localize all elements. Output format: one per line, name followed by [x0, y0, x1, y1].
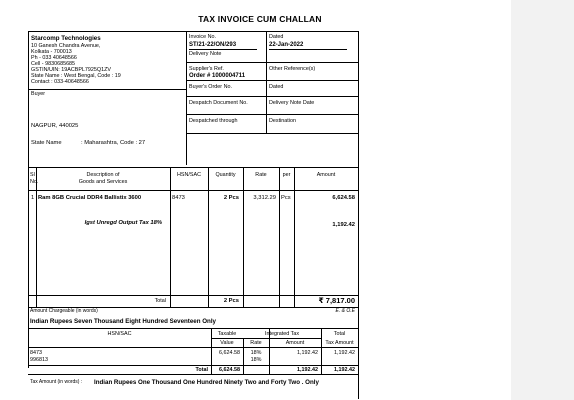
delivery-note-label: Delivery Note: [189, 51, 222, 57]
col-quantity: Quantity: [215, 172, 236, 178]
item-per: Pcs: [281, 195, 291, 201]
despatched-through-label: Despatched through: [189, 118, 238, 124]
item-rate: 3,312.29: [253, 195, 276, 201]
total-quantity: 2 Pcs: [223, 298, 239, 304]
col-rate: Rate: [255, 172, 267, 178]
tax-words-text: Indian Rupees One Thousand One Hundred Ninety Two and Forty Two . Only: [94, 379, 319, 386]
col-amount: Amount: [316, 172, 336, 178]
col-per: per: [282, 172, 291, 178]
buyer-state-label: State Name: [31, 140, 62, 146]
invoice-title: TAX INVOICE CUM CHALLAN: [198, 14, 322, 24]
tax-col-taxable: Taxable: [217, 331, 237, 337]
tax-total-amount: 1,192.42: [297, 367, 318, 373]
seller-address-line: Kolkata - 700013: [31, 49, 72, 55]
buyer-city: NAGPUR, 440025: [31, 123, 79, 129]
buyers-dated-label: Dated: [269, 84, 284, 90]
seller-name: Starcomp Technologies: [31, 35, 101, 42]
seller-contact: Contact : 033-40648566: [31, 79, 89, 85]
total-amount: ₹ 7,817.00: [318, 296, 355, 305]
buyer-state-value: : Maharashtra, Code : 27: [81, 140, 146, 146]
item-amount: 6,624.58: [332, 195, 355, 201]
invoice-no-value: ST/21-22/ON/293: [189, 42, 237, 48]
seller-state: State Name : West Bengal, Code : 19: [31, 73, 121, 79]
col-sl-no: No.: [30, 179, 39, 185]
col-description: Description of: [86, 172, 120, 178]
other-refs-label: Other Reference(s): [269, 66, 316, 72]
item-hsn: 8473: [172, 195, 185, 201]
seller-address-line: 10 Ganesh Chandra Avenue,: [31, 43, 101, 49]
eoe-note: E. & O.E: [335, 308, 355, 314]
seller-phone: Ph - 033 40648566: [31, 55, 77, 61]
dated-label: Dated: [269, 34, 284, 40]
tax-line-label: Igst Unregd Output Tax 18%: [84, 220, 162, 226]
col-hsn: HSN/SAC: [177, 172, 201, 178]
tax-col-amount: Amount: [285, 340, 305, 346]
tax-row-rate: 18%: [250, 350, 262, 356]
destination-label: Destination: [269, 118, 296, 124]
tax-col-integrated: Integrated Tax: [264, 331, 300, 337]
viewer-margin: [511, 0, 574, 400]
tax-total-taxable: 6,624.58: [219, 367, 240, 373]
suppliers-ref-label: Supplier's Ref.: [189, 66, 224, 72]
tax-row-amount: 1,192.42: [297, 350, 318, 356]
tax-col-total: Total: [333, 331, 346, 337]
total-label: Total: [154, 298, 166, 304]
tax-total-label: Total: [195, 367, 208, 373]
tax-words-label: Tax Amount (in words) :: [30, 379, 83, 385]
col-description-sub: Goods and Services: [78, 179, 128, 185]
tax-row-hsn: 996813: [30, 357, 48, 363]
tax-col-total-amount: Tax Amount: [325, 340, 354, 346]
suppliers-ref-value: Order # 1000004711: [189, 73, 246, 79]
dated-value: 22-Jan-2022: [269, 42, 304, 48]
tax-col-rate: Rate: [250, 340, 262, 346]
tax-col-taxable-value: Value: [220, 340, 234, 346]
tax-row-rate: 18%: [250, 357, 262, 363]
seller-cell: Cell - 9830685685: [31, 61, 76, 67]
invoice-no-label: Invoice No.: [189, 34, 216, 40]
despatch-doc-label: Despatch Document No.: [189, 100, 248, 106]
item-description: Ram 8GB Crucial DDR4 Ballistix 3600: [38, 195, 142, 201]
col-sl: Sl: [30, 172, 35, 178]
amount-words-text: Indian Rupees Seven Thousand Eight Hundred Seventeen Only: [30, 318, 216, 325]
amount-words-label: Amount Chargeable (in words): [30, 308, 98, 314]
delivery-note-date-label: Delivery Note Date: [269, 100, 315, 106]
tax-row-total: 1,192.42: [334, 350, 355, 356]
tax-line-amount: 1,192.42: [332, 222, 355, 228]
seller-gstin: GSTIN/UIN: 19ACBPL7925Q1ZV: [31, 67, 111, 73]
tax-row-taxable: 6,624.58: [219, 350, 240, 356]
item-quantity: 2 Pcs: [223, 195, 239, 201]
tax-col-hsn: HSN/SAC: [107, 331, 132, 337]
item-sl: 1: [31, 195, 35, 201]
buyers-order-label: Buyer's Order No.: [189, 84, 232, 90]
tax-total-total: 1,192.42: [334, 367, 355, 373]
tax-row-hsn: 8473: [30, 350, 42, 356]
buyer-label: Buyer: [31, 91, 46, 97]
